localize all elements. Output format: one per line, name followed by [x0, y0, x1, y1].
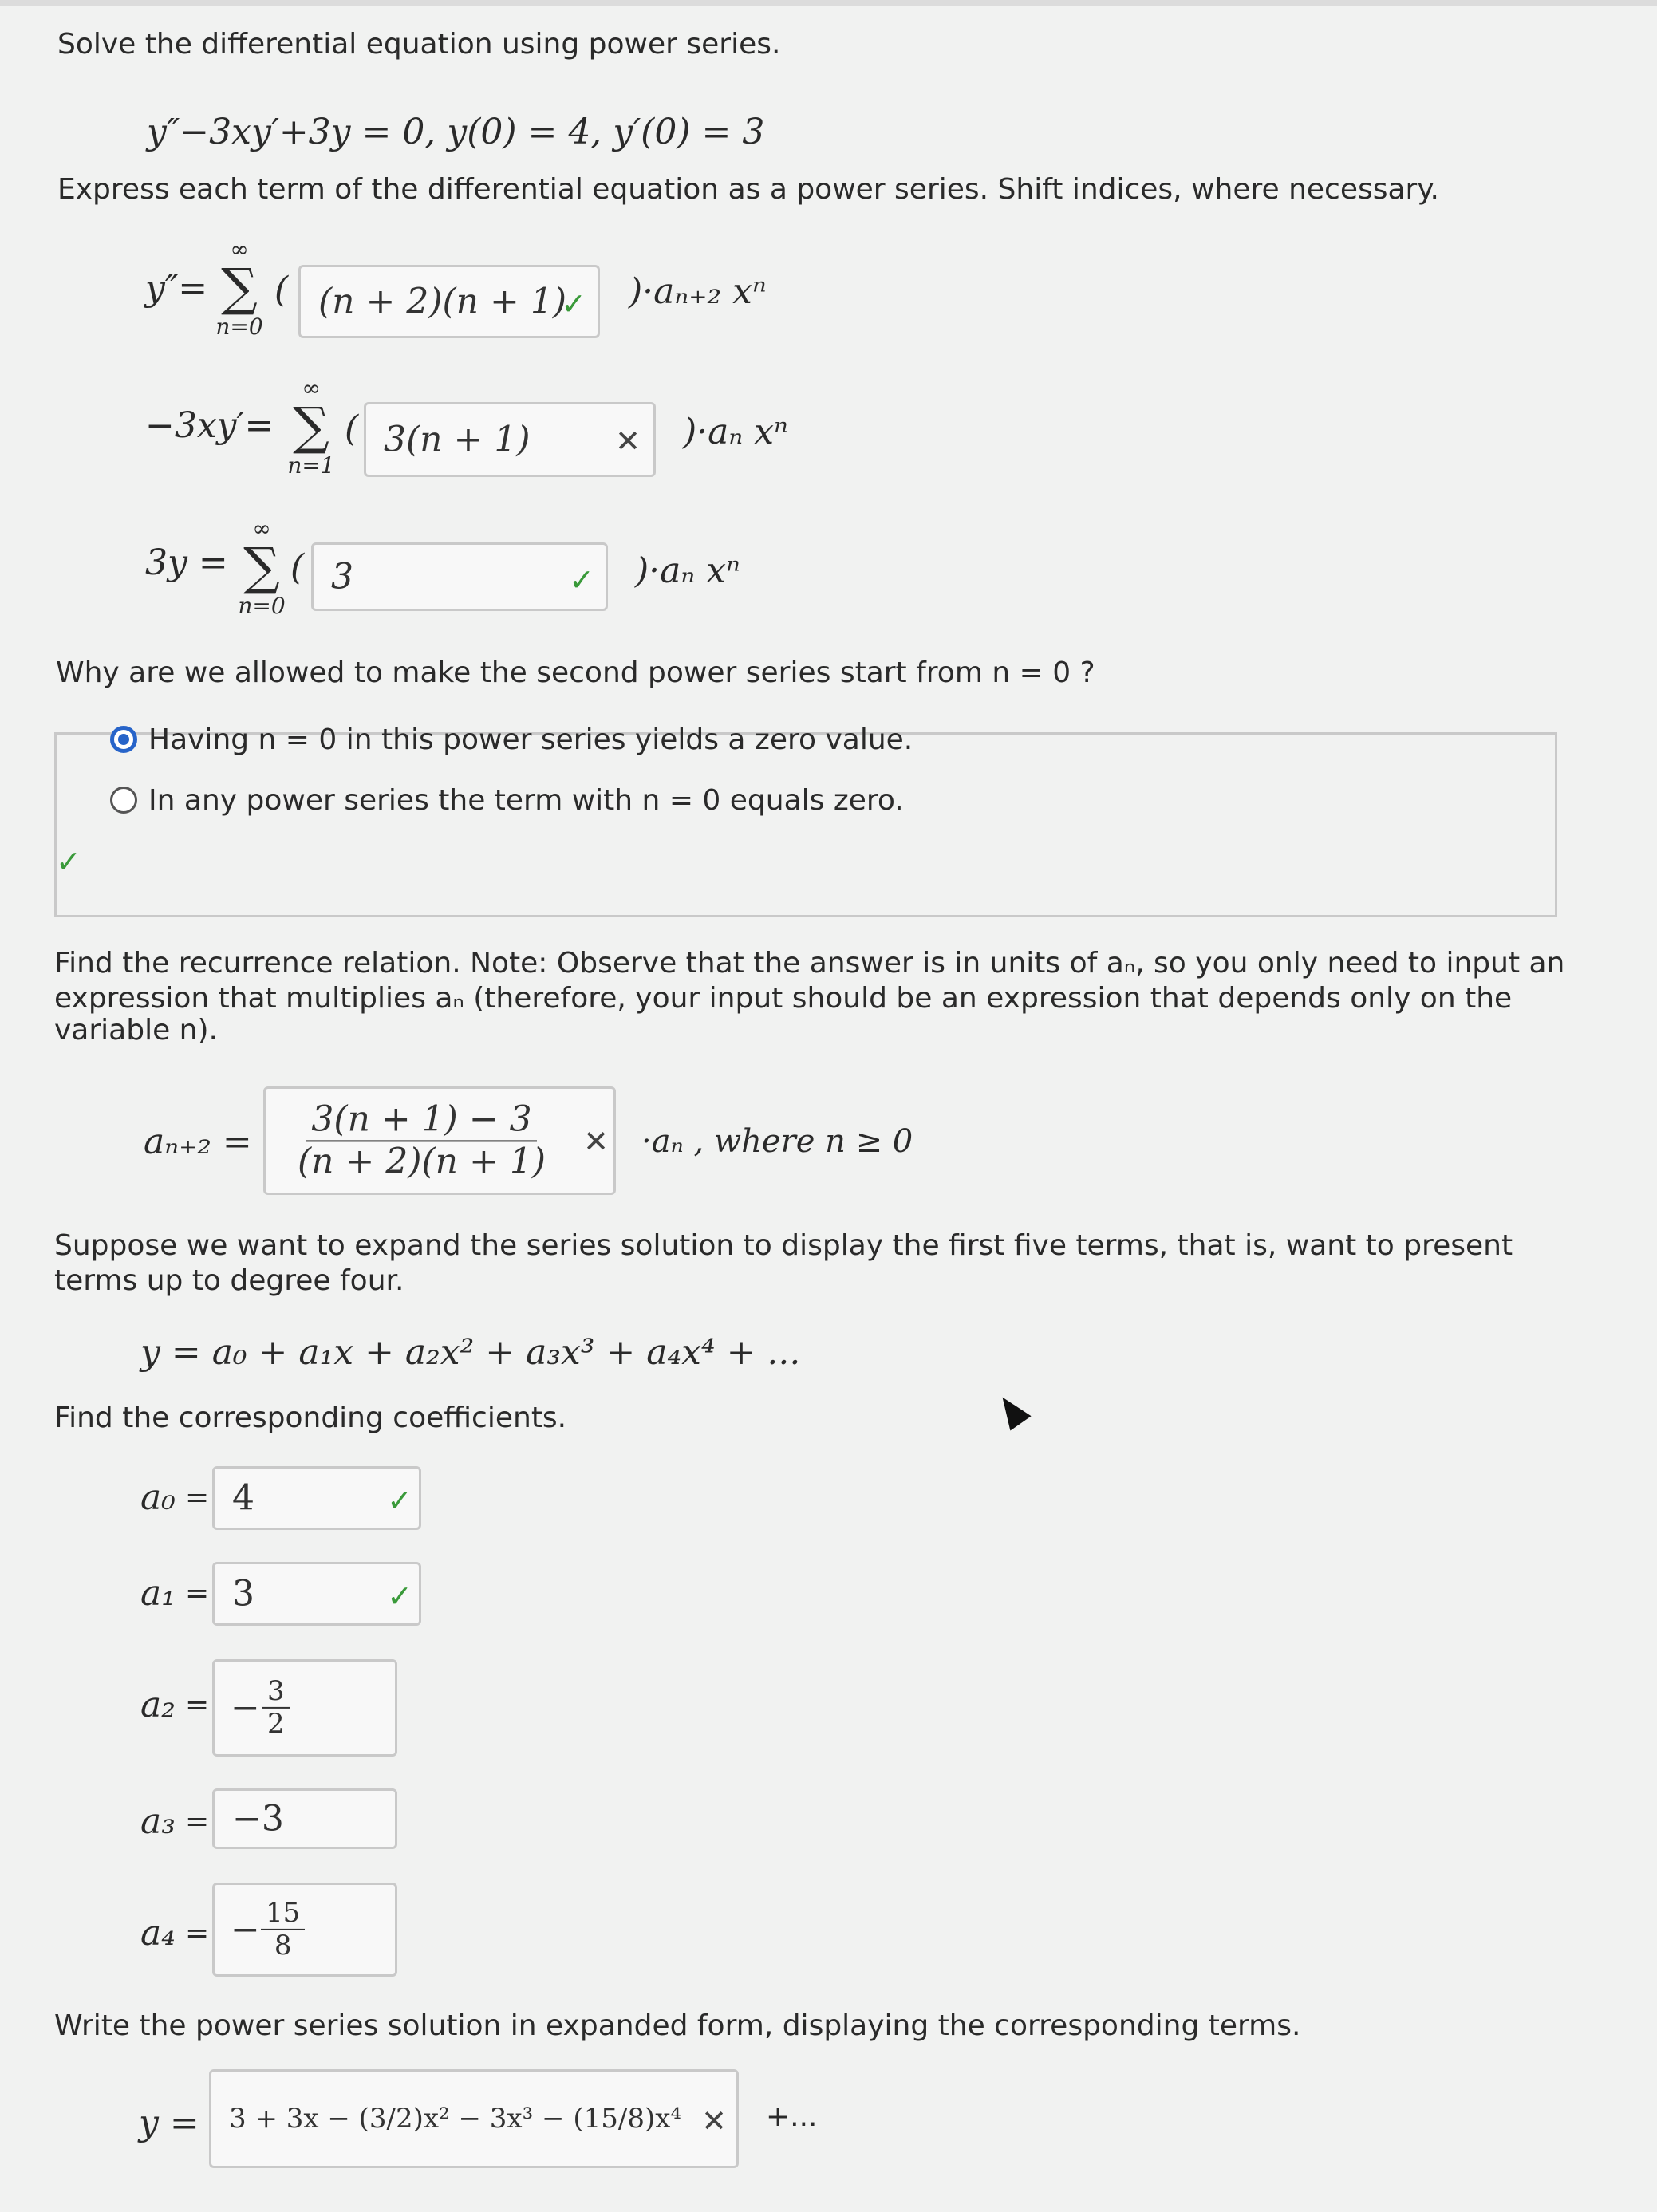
a0-input[interactable]: 4 ✓: [212, 1466, 421, 1530]
solution-instruction: Write the power series solution in expanded form, displaying the corresponding terms.: [54, 2009, 1301, 2042]
sigma-icon: ∑: [221, 258, 258, 317]
series-1-input[interactable]: (n + 2)(n + 1) ✓: [298, 265, 600, 338]
problem-instruction: Solve the differential equation using power series.: [57, 28, 781, 61]
a2-sign: −: [231, 1687, 260, 1729]
series-1-suffix: )·aₙ₊₂ xⁿ: [629, 271, 767, 312]
recurrence-line-1: Find the recurrence relation. Note: Observe that the answer is in units of aₙ, so you only need to input an: [54, 947, 1565, 980]
series-3-sum: [236, 515, 287, 619]
find-coefficients: Find the corresponding coefficients.: [54, 1402, 567, 1434]
a4-den: 8: [274, 1930, 292, 1962]
series-3-suffix: )·aₙ xⁿ: [635, 550, 740, 591]
series-2-lhs: −3xy′=: [145, 405, 274, 446]
radio-option-2[interactable]: [110, 787, 137, 814]
series-2-lower: n=1: [287, 452, 335, 479]
a2-den: 2: [267, 1708, 285, 1740]
series-3-upper: ∞: [252, 515, 271, 542]
why-options-box: [54, 732, 1557, 917]
a0-eq: =: [185, 1481, 210, 1514]
series-3-lower: n=0: [238, 593, 286, 619]
recurrence-line-2: expression that multiplies aₙ (therefore, your input should be an expression that depends only on the: [54, 982, 1513, 1015]
check-icon: ✓: [561, 286, 586, 321]
series-2-open-paren: (: [345, 408, 359, 449]
series-3-open-paren: (: [290, 547, 305, 588]
check-icon: ✓: [387, 1483, 412, 1518]
why-check-icon: ✓: [56, 844, 81, 879]
a4-eq: =: [185, 1917, 210, 1950]
cross-icon: ✕: [701, 2104, 727, 2139]
a0-label: a₀: [140, 1477, 176, 1518]
cross-icon: ✕: [583, 1124, 609, 1159]
series-1-lhs: y″=: [145, 268, 208, 309]
a2-num: 3: [262, 1676, 290, 1709]
series-2-input[interactable]: 3(n + 1) ✕: [364, 402, 656, 477]
option-1-label[interactable]: Having n = 0 in this power series yields a zero value.: [148, 724, 913, 756]
a2-input[interactable]: [212, 1659, 397, 1757]
radio-option-1[interactable]: [110, 726, 137, 753]
recurrence-suffix: ·aₙ , where n ≥ 0: [641, 1123, 913, 1160]
sigma-icon: ∑: [293, 397, 329, 456]
solution-lhs: y =: [139, 2103, 199, 2143]
expand-equation: y = a₀ + a₁x + a₂x² + a₃x³ + a₄x⁴ + ...: [140, 1332, 801, 1373]
a1-label: a₁: [140, 1573, 176, 1614]
solution-input[interactable]: 3 + 3x − (3/2)x² − 3x³ − (15/8)x⁴ ✕: [209, 2069, 739, 2168]
a4-num: 15: [261, 1898, 305, 1930]
a3-label: a₃: [140, 1801, 176, 1842]
series-2-upper: ∞: [302, 375, 321, 401]
why-question: Why are we allowed to make the second power series start from n = 0 ?: [56, 657, 1095, 689]
a2-label: a₂: [140, 1685, 176, 1725]
series-3-input[interactable]: 3 ✓: [311, 542, 608, 611]
option-2-label[interactable]: In any power series the term with n = 0 equals zero.: [148, 784, 904, 817]
recurrence-input[interactable]: [263, 1086, 616, 1195]
a4-label: a₄: [140, 1913, 176, 1954]
express-instruction: Express each term of the differential equation as a power series. Shift indices, where necessary.: [57, 173, 1439, 206]
a1-eq: =: [185, 1577, 210, 1610]
top-bar: [0, 0, 1657, 6]
recurrence-denominator: (n + 2)(n + 1): [298, 1141, 546, 1181]
mouse-cursor-icon: [992, 1390, 1031, 1430]
check-icon: ✓: [569, 562, 594, 597]
solution-suffix: +...: [766, 2100, 818, 2133]
a3-input[interactable]: −3: [212, 1788, 397, 1849]
series-1-upper: ∞: [230, 236, 249, 262]
series-1-open-paren: (: [274, 270, 289, 310]
series-3-lhs: 3y =: [145, 542, 228, 583]
a4-sign: −: [231, 1909, 260, 1950]
recurrence-numerator: 3(n + 1) − 3: [306, 1099, 536, 1141]
problem-equation: y″−3xy′+3y = 0, y(0) = 4, y′(0) = 3: [147, 112, 765, 152]
series-2-suffix: )·aₙ xⁿ: [683, 412, 788, 452]
expand-line-1: Suppose we want to expand the series solution to display the first five terms, that is, want to present: [54, 1229, 1513, 1262]
a2-eq: =: [185, 1689, 210, 1721]
series-2-sum: [286, 375, 337, 479]
a4-input[interactable]: [212, 1883, 397, 1977]
sigma-icon: ∑: [243, 538, 280, 597]
series-1-lower: n=0: [215, 313, 263, 340]
recurrence-lhs: aₙ₊₂ =: [144, 1122, 252, 1162]
check-icon: ✓: [387, 1579, 412, 1614]
cross-icon: ✕: [615, 424, 641, 459]
a1-input[interactable]: 3 ✓: [212, 1562, 421, 1626]
recurrence-line-3: variable n).: [54, 1014, 218, 1047]
a3-eq: =: [185, 1805, 210, 1838]
expand-line-2: terms up to degree four.: [54, 1264, 404, 1297]
series-1-sum: [214, 236, 265, 340]
